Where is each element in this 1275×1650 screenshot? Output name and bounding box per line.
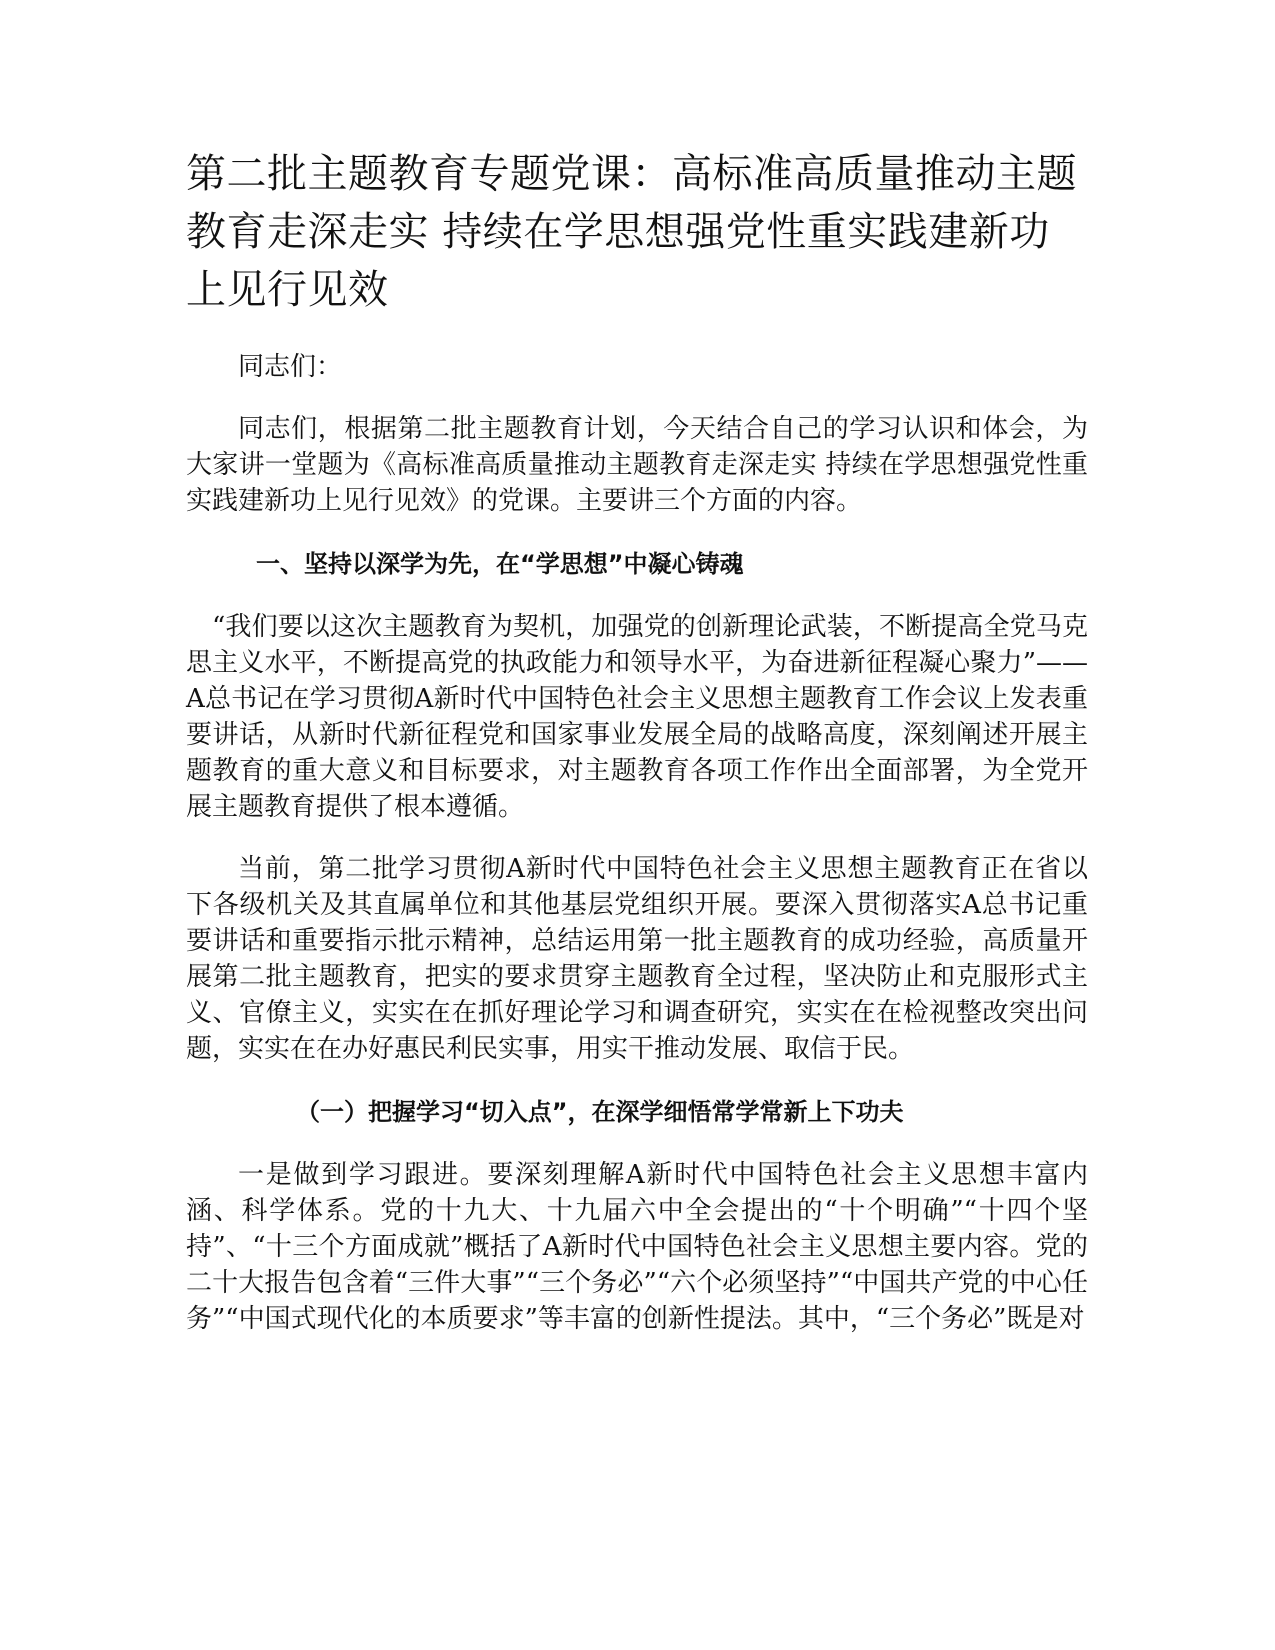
subsection-heading-1: （一）把握学习“切入点”，在深学细悟常学常新上下功夫 <box>296 1098 904 1126</box>
document-body <box>186 145 1088 1337</box>
quote-paragraph: “我们要以这次主题教育为契机，加强党的创新理论武装，不断提高全党马克思主义水平，不断提高党的执政能力和领导水平，为奋进新征程凝心聚力”——A总书记在学习贯彻A新时代中国特色社会主义思想主题教育工作会议上发表重要讲话，从新时代新征程党和国家事业发展全局的战略高度，深刻阐述开展主题教育的重大意义和目标要求，对主题教育各项工作作出全面部署，为全党开展主题教育提供了根本遵循。 <box>186 612 1088 822</box>
document-title: 第二批主题教育专题党课：高标准高质量推动主题教育走深走实 持续在学思想强党性重实践建新功上见行见效 <box>186 151 1077 313</box>
study-paragraph: 一是做到学习跟进。要深刻理解A新时代中国特色社会主义思想丰富内涵、科学体系。党的十九大、十九届六中全会提出的“十个明确”“十四个坚持”、“十三个方面成就”概括了A新时代中国特色社会主义思想主要内容。党的二十大报告包含着“三件大事”“三个务必”“六个必须坚持”“中国共产党的中心任务”“中国式现代化的本质要求”等丰富的创新性提法。其中，“三个务必”既是对 <box>186 1160 1088 1334</box>
salutation: 同志们： <box>238 352 343 382</box>
intro-paragraph: 同志们，根据第二批主题教育计划，今天结合自己的学习认识和体会，为大家讲一堂题为《高标准高质量推动主题教育走深走实 持续在学思想强党性重实践建新功上见行见效》的党课。主要讲三个方面的内容。 <box>186 414 1088 516</box>
section-heading-1: 一、坚持以深学为先，在“学思想”中凝心铸魂 <box>256 550 744 578</box>
current-paragraph: 当前，第二批学习贯彻A新时代中国特色社会主义思想主题教育正在省以下各级机关及其直属单位和其他基层党组织开展。要深入贯彻落实A总书记重要讲话和重要指示批示精神，总结运用第一批主题教育的成功经验，高质量开展第二批主题教育，把实的要求贯穿主题教育全过程，坚决防止和克服形式主义、官僚主义，实实在在抓好理论学习和调查研究，实实在在检视整改突出问题，实实在在办好惠民利民实事，用实干推动发展、取信于民。 <box>186 854 1088 1064</box>
